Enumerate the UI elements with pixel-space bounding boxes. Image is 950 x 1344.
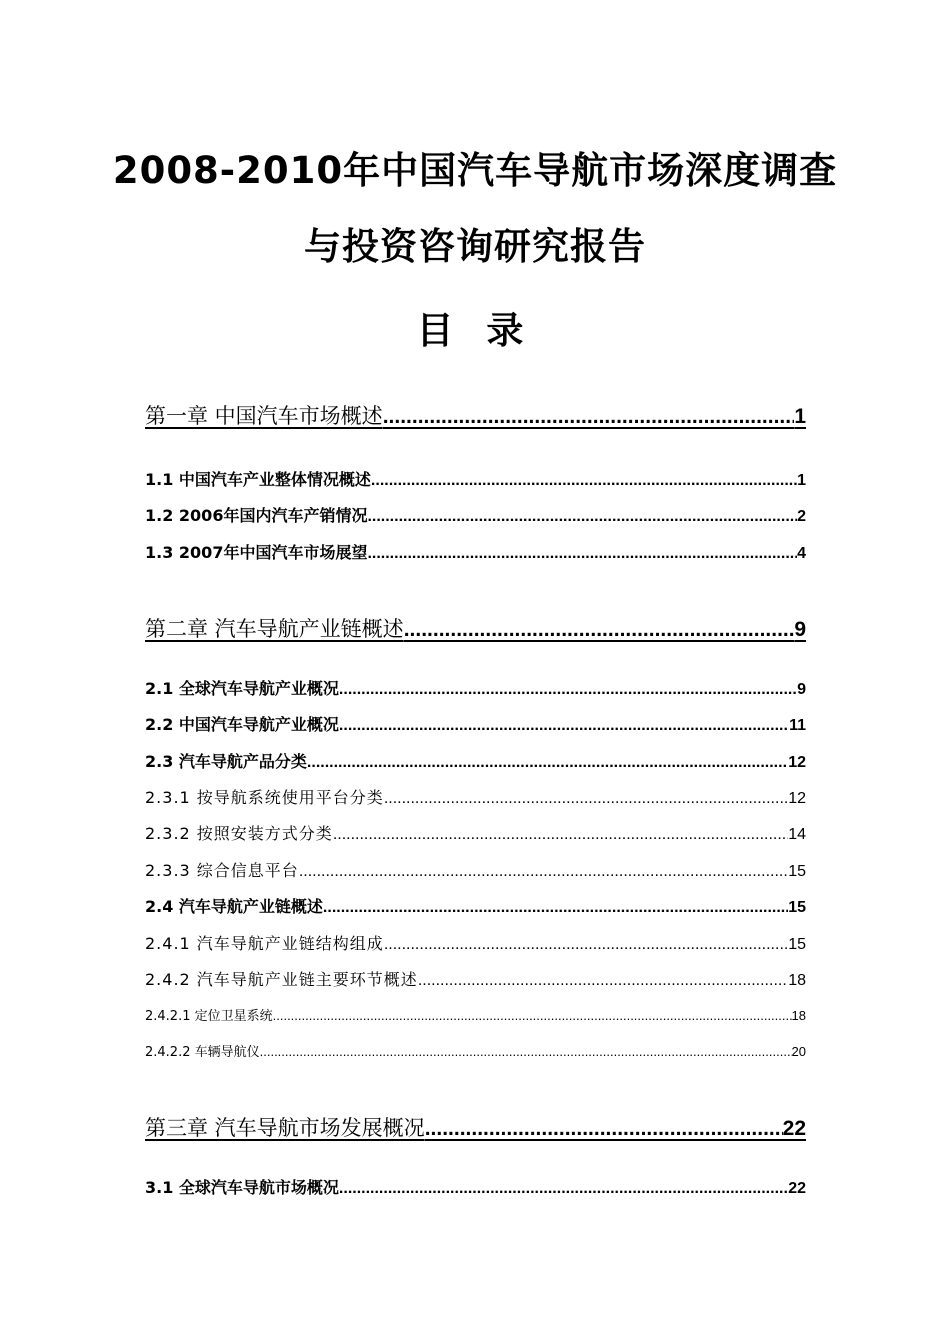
toc-entry-page: 22 <box>788 1180 806 1197</box>
toc-entry-label: 2.3.3 综合信息平台 <box>145 861 299 880</box>
toc-entry-label: 第一章 中国汽车市场概述 <box>145 404 383 428</box>
toc-entry-2-3-3[interactable] <box>145 858 806 881</box>
toc-dot-leader <box>425 1117 783 1141</box>
toc-dot-leader <box>371 472 797 490</box>
toc-entry-label: 2.3.2 按照安装方式分类 <box>145 824 333 843</box>
toc-entry-page: 15 <box>788 936 806 953</box>
toc-dot-leader <box>418 972 788 990</box>
toc-entry-label: 2.4.2.1 定位卫星系统 <box>145 1009 273 1024</box>
toc-heading: 目 录 <box>416 309 534 352</box>
toc-dot-leader <box>307 754 788 772</box>
toc-entry-2-4-2-1[interactable] <box>145 1005 806 1024</box>
toc-entry-2-3-2[interactable] <box>145 821 806 844</box>
toc-entry-page: 12 <box>788 754 806 771</box>
report-title-line-1: 2008-2010年中国汽车导航市场深度调查 <box>112 149 838 192</box>
toc-dot-leader <box>299 863 788 881</box>
toc-entry-2-2[interactable] <box>145 712 806 735</box>
toc-dot-leader <box>273 1008 792 1023</box>
toc-entry-label: 第二章 汽车导航产业链概述 <box>145 617 404 641</box>
toc-entry-label: 2.4.1 汽车导航产业链结构组成 <box>145 934 384 953</box>
toc-entry-1-3[interactable] <box>145 540 806 563</box>
toc-entry-2-4[interactable] <box>145 894 806 917</box>
toc-dot-leader <box>323 899 788 917</box>
toc-entry-page: 14 <box>788 826 806 843</box>
toc-entry-page: 9 <box>794 618 806 641</box>
toc-entry-2-4-2[interactable] <box>145 967 806 990</box>
toc-entry-page: 11 <box>789 717 806 734</box>
toc-entry-page: 20 <box>791 1044 806 1059</box>
toc-entry-label: 2.4 汽车导航产业链概述 <box>145 897 323 916</box>
toc-entry-label: 2.2 中国汽车导航产业概况 <box>145 715 339 734</box>
toc-dot-leader <box>367 508 797 526</box>
toc-entry-chapter-1[interactable] <box>145 400 806 430</box>
toc-entry-2-4-2-2[interactable] <box>145 1041 806 1060</box>
toc-entry-page: 22 <box>782 1117 806 1140</box>
report-title-line-2: 与投资咨询研究报告 <box>304 225 646 268</box>
toc-entry-label: 2.4.2.2 车辆导航仪 <box>145 1045 260 1060</box>
toc-dot-leader <box>339 681 797 699</box>
toc-entry-label: 2.3 汽车导航产品分类 <box>145 752 307 771</box>
toc-entry-chapter-2[interactable] <box>145 613 806 643</box>
toc-entry-page: 9 <box>797 681 806 698</box>
toc-dot-leader <box>339 717 789 735</box>
toc-entry-label: 2.4.2 汽车导航产业链主要环节概述 <box>145 970 418 989</box>
toc-entry-page: 15 <box>788 899 806 916</box>
toc-entry-3-1[interactable] <box>145 1175 806 1198</box>
toc-dot-leader <box>339 1180 788 1198</box>
toc-entry-2-1[interactable] <box>145 676 806 699</box>
toc-dot-leader <box>367 545 797 563</box>
toc-entry-page: 1 <box>797 472 806 489</box>
toc-dot-leader <box>260 1044 792 1059</box>
toc-entry-label: 3.1 全球汽车导航市场概况 <box>145 1178 339 1197</box>
toc-entry-page: 18 <box>791 1008 806 1023</box>
toc-entry-label: 2.1 全球汽车导航产业概况 <box>145 679 339 698</box>
toc-entry-page: 4 <box>797 545 806 562</box>
toc-entry-page: 2 <box>797 508 806 525</box>
toc-entry-chapter-3[interactable] <box>145 1112 806 1142</box>
toc-entry-page: 15 <box>788 863 806 880</box>
toc-entry-label: 第三章 汽车导航市场发展概况 <box>145 1116 425 1140</box>
toc-dot-leader <box>384 936 788 954</box>
toc-entry-1-2[interactable] <box>145 503 806 526</box>
toc-entry-label: 1.2 2006年国内汽车产销情况 <box>145 506 368 525</box>
toc-entry-page: 18 <box>788 972 806 989</box>
toc-dot-leader <box>404 618 795 642</box>
toc-entry-2-3-1[interactable] <box>145 785 806 808</box>
toc-dot-leader <box>384 790 788 808</box>
toc-dot-leader <box>383 405 795 429</box>
toc-entry-1-1[interactable] <box>145 467 806 490</box>
toc-entry-page: 12 <box>788 790 806 807</box>
toc-entry-2-3[interactable] <box>145 749 806 772</box>
toc-entry-label: 1.3 2007年中国汽车市场展望 <box>145 543 368 562</box>
toc-dot-leader <box>333 826 788 844</box>
toc-entry-label: 2.3.1 按导航系统使用平台分类 <box>145 788 384 807</box>
toc-entry-label: 1.1 中国汽车产业整体情况概述 <box>145 470 371 489</box>
toc-entry-2-4-1[interactable] <box>145 931 806 954</box>
toc-entry-page: 1 <box>794 405 806 428</box>
